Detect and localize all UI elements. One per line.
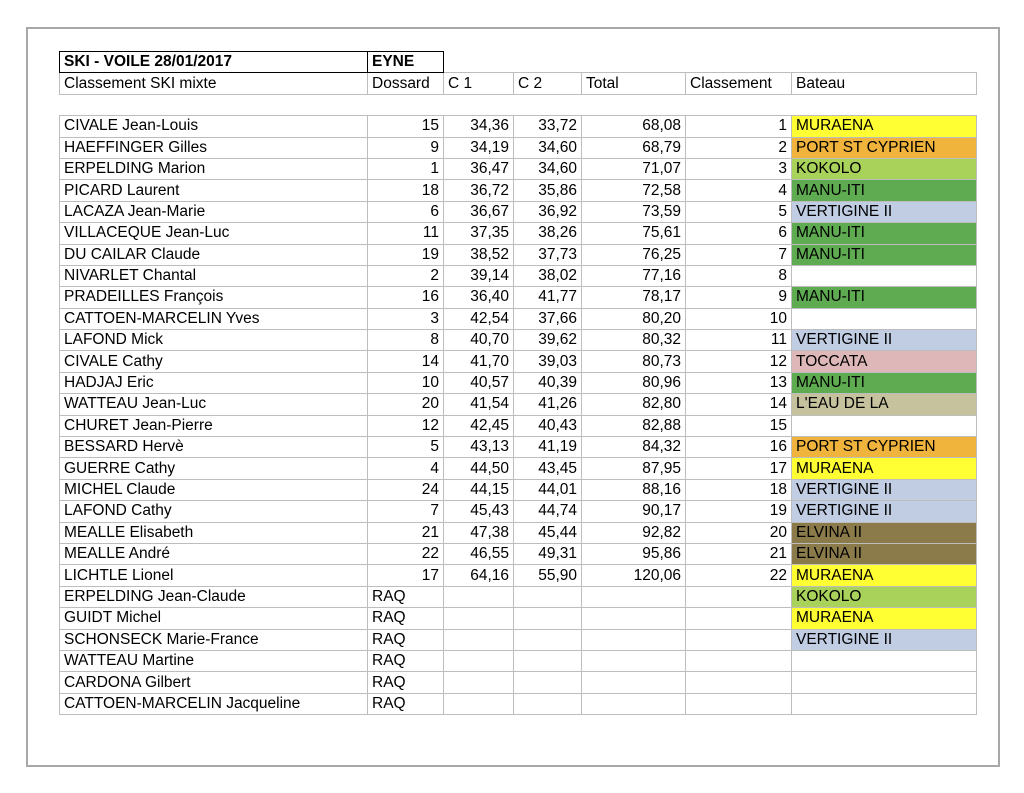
boat-cell: MURAENA <box>792 565 977 586</box>
rank-cell: 21 <box>686 543 792 564</box>
table-row <box>60 116 977 137</box>
c2-time: 55,90 <box>514 565 582 586</box>
table-row <box>60 565 977 586</box>
dossard-cell: 7 <box>368 501 444 522</box>
boat-cell: PORT ST CYPRIEN <box>792 437 977 458</box>
boat-cell <box>792 415 977 436</box>
rank-cell: 3 <box>686 158 792 179</box>
c1-time: 36,47 <box>444 158 514 179</box>
title-row <box>60 52 977 73</box>
c1-time: 44,15 <box>444 479 514 500</box>
participant-name: PRADEILLES François <box>60 287 368 308</box>
total-time: 80,73 <box>582 351 686 372</box>
participant-name: MEALLE Elisabeth <box>60 522 368 543</box>
participant-name: CARDONA Gilbert <box>60 672 368 693</box>
table-row <box>60 693 977 714</box>
table-row <box>60 351 977 372</box>
total-time: 73,59 <box>582 201 686 222</box>
rank-cell: 17 <box>686 458 792 479</box>
header-bateau: Bateau <box>792 73 977 94</box>
rank-cell: 15 <box>686 415 792 436</box>
c1-time: 36,40 <box>444 287 514 308</box>
rank-cell: 16 <box>686 437 792 458</box>
total-time <box>582 608 686 629</box>
c1-time <box>444 586 514 607</box>
c1-time: 46,55 <box>444 543 514 564</box>
rank-cell: 4 <box>686 180 792 201</box>
boat-cell: MANU-ITI <box>792 244 977 265</box>
rank-cell: 2 <box>686 137 792 158</box>
c2-time: 39,62 <box>514 330 582 351</box>
dossard-cell: 2 <box>368 265 444 286</box>
total-time: 120,06 <box>582 565 686 586</box>
c2-time <box>514 629 582 650</box>
c2-time: 34,60 <box>514 158 582 179</box>
dossard-cell: 19 <box>368 244 444 265</box>
dossard-cell: 16 <box>368 287 444 308</box>
c1-time: 34,19 <box>444 137 514 158</box>
table-row <box>60 265 977 286</box>
c2-time: 37,66 <box>514 308 582 329</box>
total-time: 78,17 <box>582 287 686 308</box>
total-time <box>582 650 686 671</box>
rank-cell: 7 <box>686 244 792 265</box>
boat-cell <box>792 650 977 671</box>
c1-time: 37,35 <box>444 223 514 244</box>
rank-cell: 9 <box>686 287 792 308</box>
rank-cell: 18 <box>686 479 792 500</box>
boat-cell <box>792 308 977 329</box>
spacer-row <box>60 94 977 115</box>
participant-name: HAEFFINGER Gilles <box>60 137 368 158</box>
table-row <box>60 458 977 479</box>
c2-time: 36,92 <box>514 201 582 222</box>
rank-cell <box>686 608 792 629</box>
boat-cell: VERTIGINE II <box>792 479 977 500</box>
participant-name: CATTOEN-MARCELIN Yves <box>60 308 368 329</box>
participant-name: WATTEAU Jean-Luc <box>60 394 368 415</box>
c2-time <box>514 586 582 607</box>
rank-cell: 11 <box>686 330 792 351</box>
c2-time: 40,43 <box>514 415 582 436</box>
table-row <box>60 608 977 629</box>
boat-cell: MURAENA <box>792 116 977 137</box>
boat-cell <box>792 693 977 714</box>
dossard-cell: 12 <box>368 415 444 436</box>
boat-cell: MANU-ITI <box>792 372 977 393</box>
table-row <box>60 330 977 351</box>
c2-time: 40,39 <box>514 372 582 393</box>
total-time: 87,95 <box>582 458 686 479</box>
c1-time: 39,14 <box>444 265 514 286</box>
c1-time: 41,54 <box>444 394 514 415</box>
c2-time <box>514 672 582 693</box>
participant-name: WATTEAU Martine <box>60 650 368 671</box>
participant-name: DU CAILAR Claude <box>60 244 368 265</box>
total-time: 76,25 <box>582 244 686 265</box>
table-row <box>60 180 977 201</box>
total-time: 92,82 <box>582 522 686 543</box>
boat-cell: MANU-ITI <box>792 180 977 201</box>
dossard-cell: RAQ <box>368 586 444 607</box>
c2-time: 38,02 <box>514 265 582 286</box>
c1-time: 42,54 <box>444 308 514 329</box>
c1-time: 43,13 <box>444 437 514 458</box>
c2-time: 33,72 <box>514 116 582 137</box>
boat-cell: ELVINA II <box>792 522 977 543</box>
dossard-cell: 24 <box>368 479 444 500</box>
table-row <box>60 437 977 458</box>
total-time: 80,96 <box>582 372 686 393</box>
c1-time: 42,45 <box>444 415 514 436</box>
dossard-cell: 15 <box>368 116 444 137</box>
rank-cell: 5 <box>686 201 792 222</box>
participant-name: CIVALE Cathy <box>60 351 368 372</box>
dossard-cell: 6 <box>368 201 444 222</box>
header-category: Classement SKI mixte <box>60 73 368 94</box>
participant-name: GUIDT Michel <box>60 608 368 629</box>
c2-time: 41,77 <box>514 287 582 308</box>
total-time: 68,08 <box>582 116 686 137</box>
c1-time <box>444 693 514 714</box>
dossard-cell: RAQ <box>368 672 444 693</box>
rank-cell <box>686 629 792 650</box>
rank-cell: 1 <box>686 116 792 137</box>
table-row <box>60 201 977 222</box>
rank-cell: 22 <box>686 565 792 586</box>
total-time: 80,32 <box>582 330 686 351</box>
participant-name: ERPELDING Marion <box>60 158 368 179</box>
participant-name: MEALLE André <box>60 543 368 564</box>
rank-cell: 13 <box>686 372 792 393</box>
dossard-cell: 21 <box>368 522 444 543</box>
boat-cell: TOCCATA <box>792 351 977 372</box>
header-classement: Classement <box>686 73 792 94</box>
c2-time: 44,74 <box>514 501 582 522</box>
rank-cell: 6 <box>686 223 792 244</box>
dossard-cell: 1 <box>368 158 444 179</box>
dossard-cell: RAQ <box>368 629 444 650</box>
participant-name: LAFOND Cathy <box>60 501 368 522</box>
c1-time: 41,70 <box>444 351 514 372</box>
c2-time: 43,45 <box>514 458 582 479</box>
boat-cell: MURAENA <box>792 608 977 629</box>
header-total: Total <box>582 73 686 94</box>
participant-name: MICHEL Claude <box>60 479 368 500</box>
c1-time: 64,16 <box>444 565 514 586</box>
table-row <box>60 308 977 329</box>
dossard-cell: 4 <box>368 458 444 479</box>
event-place: EYNE <box>368 52 444 73</box>
c1-time <box>444 629 514 650</box>
c1-time: 34,36 <box>444 116 514 137</box>
table-row <box>60 586 977 607</box>
c1-time <box>444 672 514 693</box>
total-time: 82,80 <box>582 394 686 415</box>
rank-cell: 12 <box>686 351 792 372</box>
header-row <box>60 73 977 94</box>
rank-cell <box>686 693 792 714</box>
dossard-cell: 10 <box>368 372 444 393</box>
dossard-cell: 11 <box>368 223 444 244</box>
boat-cell: KOKOLO <box>792 586 977 607</box>
dossard-cell: 8 <box>368 330 444 351</box>
dossard-cell: 5 <box>368 437 444 458</box>
dossard-cell: RAQ <box>368 693 444 714</box>
dossard-cell: 9 <box>368 137 444 158</box>
c1-time: 45,43 <box>444 501 514 522</box>
c1-time: 47,38 <box>444 522 514 543</box>
boat-cell: VERTIGINE II <box>792 201 977 222</box>
total-time: 77,16 <box>582 265 686 286</box>
rank-cell: 19 <box>686 501 792 522</box>
dossard-cell: 3 <box>368 308 444 329</box>
total-time: 71,07 <box>582 158 686 179</box>
boat-cell: VERTIGINE II <box>792 330 977 351</box>
c2-time <box>514 650 582 671</box>
rank-cell: 20 <box>686 522 792 543</box>
table-row <box>60 501 977 522</box>
participant-name: LAFOND Mick <box>60 330 368 351</box>
c2-time <box>514 693 582 714</box>
rank-cell: 8 <box>686 265 792 286</box>
table-row <box>60 158 977 179</box>
event-title: SKI - VOILE 28/01/2017 <box>60 52 368 73</box>
header-c2: C 2 <box>514 73 582 94</box>
total-time: 90,17 <box>582 501 686 522</box>
table-row <box>60 629 977 650</box>
dossard-cell: 18 <box>368 180 444 201</box>
participant-name: CATTOEN-MARCELIN Jacqueline <box>60 693 368 714</box>
dossard-cell: RAQ <box>368 608 444 629</box>
table-row <box>60 244 977 265</box>
dossard-cell: RAQ <box>368 650 444 671</box>
total-time: 72,58 <box>582 180 686 201</box>
total-time: 68,79 <box>582 137 686 158</box>
participant-name: VILLACEQUE Jean-Luc <box>60 223 368 244</box>
total-time <box>582 672 686 693</box>
total-time: 95,86 <box>582 543 686 564</box>
dossard-cell: 17 <box>368 565 444 586</box>
table-row <box>60 223 977 244</box>
boat-cell: L'EAU DE LA <box>792 394 977 415</box>
boat-cell: MANU-ITI <box>792 223 977 244</box>
table-row <box>60 415 977 436</box>
dossard-cell: 14 <box>368 351 444 372</box>
participant-name: LACAZA Jean-Marie <box>60 201 368 222</box>
boat-cell: MANU-ITI <box>792 287 977 308</box>
participant-name: SCHONSECK Marie-France <box>60 629 368 650</box>
rank-cell <box>686 650 792 671</box>
rank-cell <box>686 672 792 693</box>
table-row <box>60 522 977 543</box>
c1-time <box>444 650 514 671</box>
table-row <box>60 479 977 500</box>
participant-name: GUERRE Cathy <box>60 458 368 479</box>
c2-time: 34,60 <box>514 137 582 158</box>
total-time: 80,20 <box>582 308 686 329</box>
boat-cell: VERTIGINE II <box>792 501 977 522</box>
c2-time: 45,44 <box>514 522 582 543</box>
participant-name: PICARD Laurent <box>60 180 368 201</box>
participant-name: HADJAJ Eric <box>60 372 368 393</box>
rank-cell: 14 <box>686 394 792 415</box>
dossard-cell: 22 <box>368 543 444 564</box>
c2-time: 37,73 <box>514 244 582 265</box>
total-time <box>582 629 686 650</box>
header-dossard: Dossard <box>368 73 444 94</box>
c2-time: 44,01 <box>514 479 582 500</box>
dossard-cell: 20 <box>368 394 444 415</box>
c1-time: 36,72 <box>444 180 514 201</box>
boat-cell: PORT ST CYPRIEN <box>792 137 977 158</box>
boat-cell: MURAENA <box>792 458 977 479</box>
c2-time: 35,86 <box>514 180 582 201</box>
boat-cell: ELVINA II <box>792 543 977 564</box>
c1-time: 36,67 <box>444 201 514 222</box>
c2-time: 41,19 <box>514 437 582 458</box>
participant-name: ERPELDING Jean-Claude <box>60 586 368 607</box>
total-time: 75,61 <box>582 223 686 244</box>
c2-time: 49,31 <box>514 543 582 564</box>
participant-name: NIVARLET Chantal <box>60 265 368 286</box>
table-row <box>60 372 977 393</box>
participant-name: CHURET Jean-Pierre <box>60 415 368 436</box>
participant-name: BESSARD Hervè <box>60 437 368 458</box>
c1-time: 40,57 <box>444 372 514 393</box>
results-table <box>59 51 977 715</box>
table-row <box>60 543 977 564</box>
c2-time <box>514 608 582 629</box>
c1-time: 38,52 <box>444 244 514 265</box>
c2-time: 39,03 <box>514 351 582 372</box>
c1-time: 44,50 <box>444 458 514 479</box>
c2-time: 41,26 <box>514 394 582 415</box>
total-time: 84,32 <box>582 437 686 458</box>
boat-cell <box>792 265 977 286</box>
boat-cell: KOKOLO <box>792 158 977 179</box>
participant-name: CIVALE Jean-Louis <box>60 116 368 137</box>
header-c1: C 1 <box>444 73 514 94</box>
c2-time: 38,26 <box>514 223 582 244</box>
c1-time <box>444 608 514 629</box>
table-row <box>60 672 977 693</box>
boat-cell: VERTIGINE II <box>792 629 977 650</box>
rank-cell: 10 <box>686 308 792 329</box>
rank-cell <box>686 586 792 607</box>
table-row <box>60 287 977 308</box>
total-time: 82,88 <box>582 415 686 436</box>
total-time <box>582 586 686 607</box>
table-row <box>60 650 977 671</box>
total-time <box>582 693 686 714</box>
boat-cell <box>792 672 977 693</box>
c1-time: 40,70 <box>444 330 514 351</box>
participant-name: LICHTLE Lionel <box>60 565 368 586</box>
table-row <box>60 394 977 415</box>
table-row <box>60 137 977 158</box>
total-time: 88,16 <box>582 479 686 500</box>
